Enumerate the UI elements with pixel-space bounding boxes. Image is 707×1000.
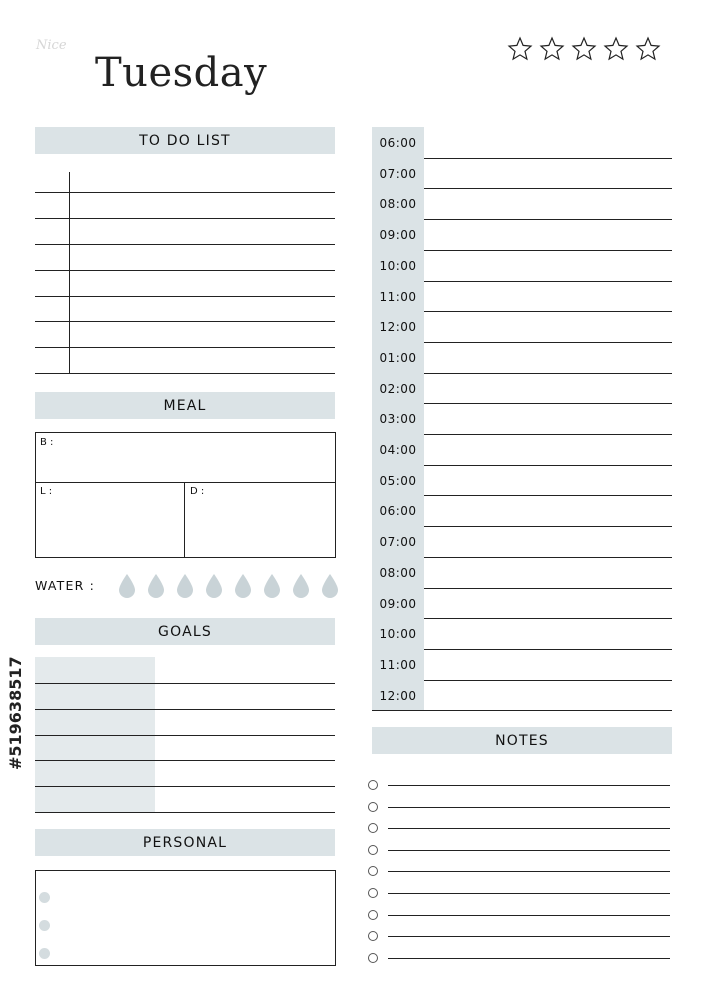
personal-header <box>35 829 335 856</box>
note-bullet-circle[interactable] <box>368 780 378 790</box>
lunch-label: L : <box>40 486 53 497</box>
water-drop-icon[interactable] <box>321 573 339 599</box>
notes-header <box>372 727 672 754</box>
todo-item-field[interactable] <box>70 347 335 372</box>
note-bullet-circle[interactable] <box>368 953 378 963</box>
schedule-slot-field[interactable] <box>424 649 672 679</box>
schedule-slot-field[interactable] <box>424 680 672 710</box>
note-bullet-circle[interactable] <box>368 866 378 876</box>
personal-bullet-dot <box>39 948 50 959</box>
schedule-time-label: 12:00 <box>379 689 417 703</box>
note-bullet-circle[interactable] <box>368 910 378 920</box>
note-row-line <box>388 828 670 829</box>
schedule-slot-field[interactable] <box>424 342 672 372</box>
schedule-time-label: 04:00 <box>379 443 417 457</box>
schedule-slot-field[interactable] <box>424 495 672 525</box>
note-row-line <box>388 785 670 786</box>
schedule-slot-field[interactable] <box>424 588 672 618</box>
schedule-slot-field[interactable] <box>424 311 672 341</box>
water-drop-icon[interactable] <box>118 573 136 599</box>
meal-title: MEAL <box>163 397 207 414</box>
schedule-time-label: 02:00 <box>379 382 417 396</box>
water-drop-icon[interactable] <box>147 573 165 599</box>
schedule-time-label: 06:00 <box>379 504 417 518</box>
note-bullet-circle[interactable] <box>368 823 378 833</box>
goals-title: GOALS <box>158 623 212 640</box>
schedule-slot-field[interactable] <box>424 434 672 464</box>
schedule-slot-field[interactable] <box>424 465 672 495</box>
schedule-time-label: 05:00 <box>379 474 417 488</box>
schedule-slot-field[interactable] <box>424 373 672 403</box>
goal-row-line <box>35 760 335 761</box>
schedule-slot-field[interactable] <box>424 403 672 433</box>
personal-bullet-dot <box>39 920 50 931</box>
star-icon[interactable] <box>571 36 597 62</box>
note-row-line <box>388 807 670 808</box>
schedule-time-label: 03:00 <box>379 412 417 426</box>
dinner-label: D : <box>190 486 205 497</box>
water-label: WATER : <box>35 578 96 593</box>
meal-box[interactable] <box>35 432 336 558</box>
schedule-time-label: 08:00 <box>379 566 417 580</box>
star-icon[interactable] <box>507 36 533 62</box>
note-row-line <box>388 915 670 916</box>
schedule-slot-field[interactable] <box>424 158 672 188</box>
water-drop-icon[interactable] <box>263 573 281 599</box>
meal-divider-vertical <box>184 482 185 557</box>
rating-stars[interactable] <box>507 36 661 62</box>
water-drop-icon[interactable] <box>234 573 252 599</box>
water-drop-icon[interactable] <box>292 573 310 599</box>
todo-row-line <box>35 373 335 374</box>
todo-item-field[interactable] <box>70 270 335 295</box>
header-script-word: Nice <box>36 38 67 53</box>
todo-item-field[interactable] <box>70 296 335 321</box>
water-drop-icon[interactable] <box>205 573 223 599</box>
meal-header <box>35 392 335 419</box>
star-icon[interactable] <box>539 36 565 62</box>
schedule-bottom-line <box>372 710 672 711</box>
todo-title: TO DO LIST <box>139 132 231 149</box>
watermark-id: #519638517 <box>6 656 25 770</box>
todo-item-field[interactable] <box>70 218 335 243</box>
schedule-time-label: 06:00 <box>379 136 417 150</box>
schedule-slot-field[interactable] <box>424 557 672 587</box>
todo-item-field[interactable] <box>70 321 335 346</box>
schedule-time-label: 11:00 <box>379 290 417 304</box>
meal-divider-horizontal <box>35 482 335 483</box>
note-row-line <box>388 850 670 851</box>
schedule-time-label: 08:00 <box>379 197 417 211</box>
schedule-time-label: 10:00 <box>379 259 417 273</box>
schedule-slot-field[interactable] <box>424 618 672 648</box>
todo-header <box>35 127 335 154</box>
schedule-time-label: 10:00 <box>379 627 417 641</box>
schedule-slot-field[interactable] <box>424 526 672 556</box>
todo-item-field[interactable] <box>70 192 335 217</box>
schedule-slot-field[interactable] <box>424 219 672 249</box>
note-bullet-circle[interactable] <box>368 931 378 941</box>
todo-item-field[interactable] <box>70 166 335 191</box>
schedule-slot-field[interactable] <box>424 188 672 218</box>
goals-header <box>35 618 335 645</box>
page-title: Tuesday <box>95 50 268 96</box>
note-bullet-circle[interactable] <box>368 802 378 812</box>
note-row-line <box>388 893 670 894</box>
note-bullet-circle[interactable] <box>368 845 378 855</box>
goal-row-line <box>35 683 335 684</box>
star-icon[interactable] <box>603 36 629 62</box>
water-drop-icon[interactable] <box>176 573 194 599</box>
schedule-slot-field[interactable] <box>424 281 672 311</box>
personal-bullet-dot <box>39 892 50 903</box>
star-icon[interactable] <box>635 36 661 62</box>
personal-title: PERSONAL <box>142 834 228 851</box>
notes-title: NOTES <box>495 732 549 749</box>
schedule-time-label: 09:00 <box>379 597 417 611</box>
goal-row-line <box>35 709 335 710</box>
schedule-time-label: 01:00 <box>379 351 417 365</box>
schedule-slot-field[interactable] <box>424 127 672 157</box>
schedule-time-label: 09:00 <box>379 228 417 242</box>
breakfast-label: B : <box>40 437 54 448</box>
goal-row-line <box>35 812 335 813</box>
note-bullet-circle[interactable] <box>368 888 378 898</box>
schedule-time-label: 11:00 <box>379 658 417 672</box>
todo-item-field[interactable] <box>70 244 335 269</box>
goal-row-line <box>35 735 335 736</box>
schedule-time-label: 07:00 <box>379 535 417 549</box>
schedule-time-label: 12:00 <box>379 320 417 334</box>
note-row-line <box>388 871 670 872</box>
note-row-line <box>388 958 670 959</box>
personal-box[interactable] <box>35 870 336 966</box>
schedule-slot-field[interactable] <box>424 250 672 280</box>
schedule-time-label: 07:00 <box>379 167 417 181</box>
note-row-line <box>388 936 670 937</box>
goal-row-line <box>35 786 335 787</box>
